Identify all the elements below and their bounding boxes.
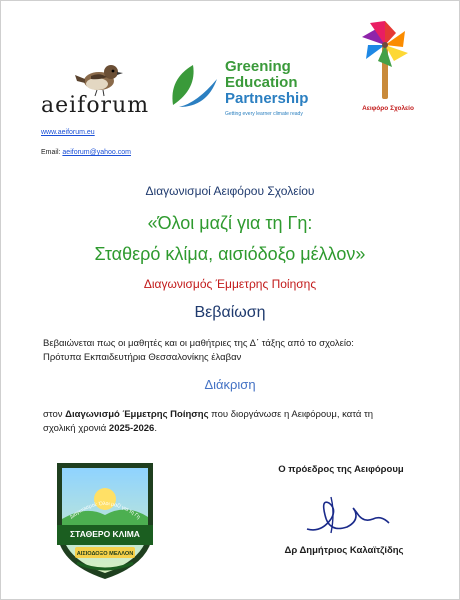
award-prefix: στον xyxy=(43,409,66,420)
email-line xyxy=(41,149,131,156)
award-middle: που διοργάνωσε η Αειφόρουμ, κατά τη xyxy=(208,409,374,420)
school-logo-caption: Αειφόρο Σχολείο xyxy=(362,105,414,112)
statement-line-2: Πρότυπα Εκπαιδευτήρια Θεσσαλονίκης έλαβαν xyxy=(43,352,242,363)
contest-name: Διαγωνισμός Έμμετρης Ποίησης xyxy=(143,277,317,291)
distinction: Διάκριση xyxy=(204,377,256,392)
leaf-icon xyxy=(167,59,221,111)
statement xyxy=(43,337,443,365)
greening-line-1: Greening xyxy=(225,58,291,75)
email-label: Email: xyxy=(41,149,61,156)
badge-line-2: ΑΙΣΙΟΔΟΞΟ ΜΕΛΛΟΝ xyxy=(76,551,134,557)
award-line-1 xyxy=(43,408,443,422)
badge-line-1: ΣΤΑΘΕΡΟ ΚΛΙΜΑ xyxy=(70,529,140,539)
award-line-2 xyxy=(43,422,443,436)
website-link[interactable]: www.aeiforum.eu xyxy=(41,129,95,136)
greening-line-3: Partnership xyxy=(225,90,309,107)
pinwheel-icon xyxy=(356,17,414,101)
sparrow-icon xyxy=(73,57,125,97)
badge-arc-text: Διαγωνισμοί: Όλοι μαζί για τη Γη xyxy=(68,500,142,521)
award-year-prefix: σχολική χρονιά xyxy=(43,423,109,434)
greening-tagline: Getting every learner climate ready xyxy=(225,111,303,117)
greening-line-2: Education xyxy=(225,74,298,91)
signer-name: Δρ Δημήτριος Καλαϊτζίδης xyxy=(284,545,404,556)
greening-education-logo xyxy=(167,57,337,119)
competition-heading: Διαγωνισμοί Αειφόρου Σχολείου xyxy=(145,184,315,198)
award-text xyxy=(43,408,443,436)
award-end: . xyxy=(154,423,157,434)
title-line-1: «Όλοι μαζί για τη Γη: xyxy=(147,213,313,233)
signature xyxy=(301,489,393,539)
award-year: 2025-2026 xyxy=(108,423,155,434)
award-contest: Διαγωνισμό Έμμετρης Ποίησης xyxy=(65,409,209,420)
email-link[interactable]: aeiforum@yahoo.com xyxy=(62,149,131,156)
contest-badge xyxy=(51,459,159,581)
president-title: Ο πρόεδρος της Αειφόρουμ xyxy=(278,464,404,475)
aeiforum-logo-text: aeiforum xyxy=(41,93,150,118)
title-line-2: Σταθερό κλίμα, αισιόδοξο μέλλον» xyxy=(94,244,366,264)
certificate-title: Βεβαίωση xyxy=(194,304,266,321)
statement-line-1: Βεβαιώνεται πως οι μαθητές και οι μαθήτριες της Δ΄ τάξης από το σχολείο: xyxy=(43,338,354,349)
